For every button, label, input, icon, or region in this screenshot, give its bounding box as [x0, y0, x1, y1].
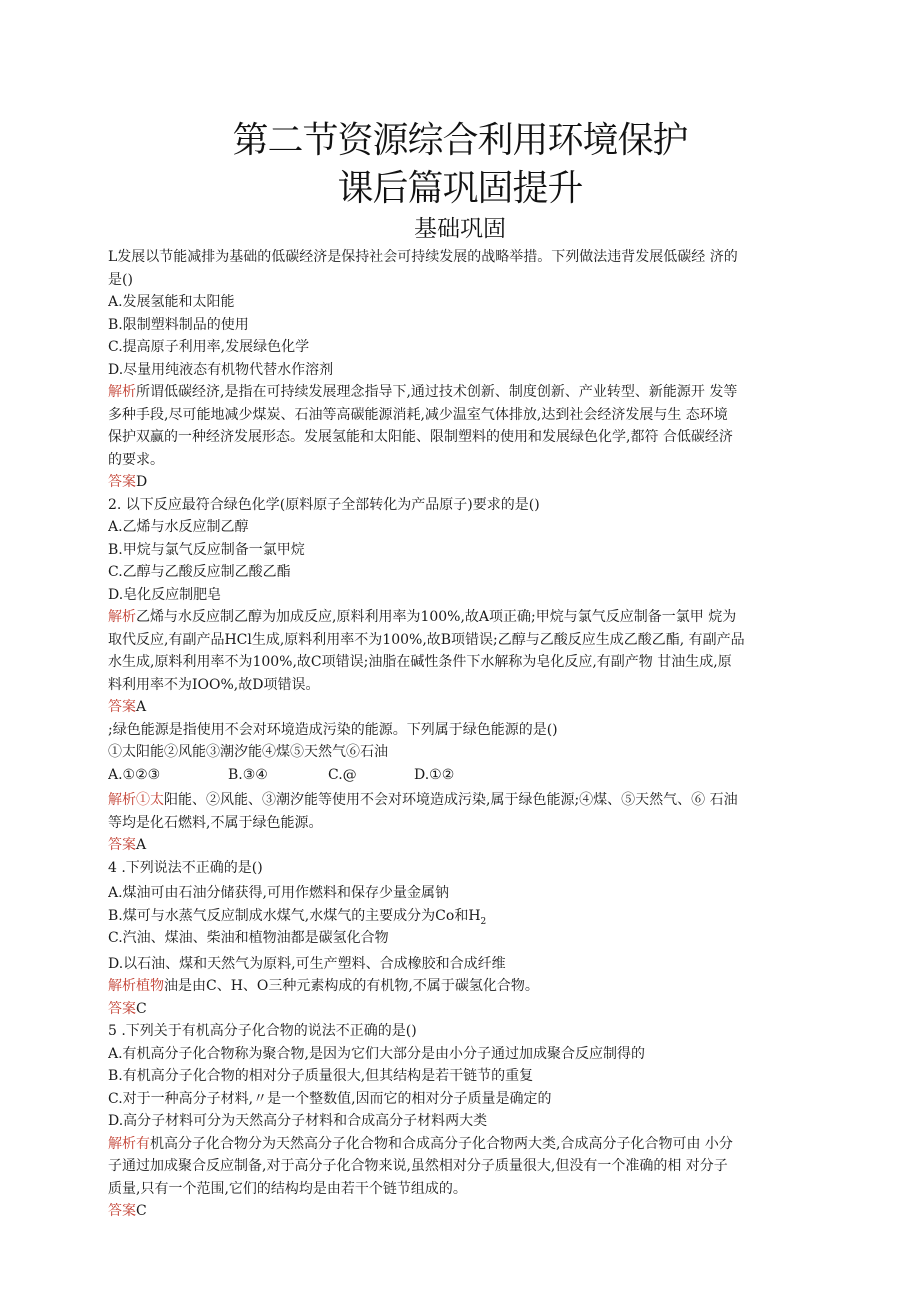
analysis-text: 水生成,原料利用率不为100%,故C项错误;油脂在碱性条件下水解称为皂化反应,有副产物 甘油生成,原 [108, 654, 732, 670]
question-3 [108, 719, 814, 857]
question-items: ①太阳能②风能③潮汐能④煤⑤天然气⑥石油 [108, 744, 388, 760]
question-stem: 4 .下列说法不正确的是() [108, 859, 263, 876]
answer-value: C [136, 1203, 147, 1219]
question-stem: 是() [108, 271, 133, 288]
analysis-label: 解析有 [108, 1135, 150, 1152]
answer-value: A [136, 837, 147, 853]
question-list [108, 246, 814, 1223]
analysis-label: 解析 [108, 384, 136, 400]
analysis: 解析有机高分子化合物分为天然高分子化合物和合成高分子化合物两大类,合成高分子化合物可由 小分 [108, 1135, 733, 1152]
option-c: C.对于一种高分子材料,〃是一个整数值,因而它的相对分子质量是确定的 [108, 1090, 552, 1107]
analysis-text: 的要求。 [108, 451, 164, 468]
option-c: C.@ [328, 766, 357, 783]
option-d: D.皂化反应制肥皂 [108, 586, 222, 603]
answer-value: A [136, 699, 147, 715]
option-a: A.发展氢能和太阳能 [108, 294, 235, 310]
analysis-label: 解析①太 [108, 792, 164, 808]
answer [108, 834, 814, 857]
option-b: B.煤可与水蒸气反应制成水煤气,水煤气的主要成分为Co和$H_2$ [108, 907, 487, 927]
option-a: A.①②③ [108, 766, 161, 783]
option-d: D.以石油、煤和天然气为原料,可生产塑料、合成橡胶和合成纤维 [108, 955, 506, 972]
option-c: C.提高原子利用率,发展绿色化学 [108, 339, 310, 355]
option-b: B.限制塑料制品的使用 [108, 316, 249, 333]
question-2 [108, 494, 814, 719]
option-a: A.乙烯与水反应制乙醇 [108, 519, 249, 535]
analysis-text: 保护双赢的一种经济发展形态。发展氢能和太阳能、限制塑料的使用和发展绿色化学,都符 合低碳经济 [108, 429, 733, 445]
analysis-text: 质量,只有一个范围,它们的结构均是由若干个链节组成的。 [108, 1180, 467, 1197]
answer-label: 答案 [108, 837, 136, 853]
answer [108, 696, 814, 719]
analysis: 解析所谓低碳经济,是指在可持续发展理念指导下,通过技术创新、制度创新、产业转型、新能源开 发等 [108, 384, 738, 400]
question-stem: ;绿色能源是指使用不会对环境造成污染的能源。下列属于绿色能源的是() [108, 721, 558, 738]
answer-value: C [136, 1000, 147, 1017]
option-d: D.高分子材料可分为天然高分子材料和合成高分子材料两大类 [108, 1113, 488, 1129]
analysis: 解析乙烯与水反应制乙醇为加成反应,原料利用率为100%,故A项正确;甲烷与氯气反应制备一氯甲 烷为 [108, 609, 737, 625]
option-c: C.汽油、煤油、柴油和植物油都是碳氢化合物 [108, 930, 389, 946]
option-row [108, 764, 814, 787]
option-b: B.有机高分子化合物的相对分子质量很大,但其结构是若干链节的重复 [108, 1068, 534, 1084]
analysis-text: 取代反应,有副产品HCl生成,原料利用率不为100%,故B项错误;乙醇与乙酸反应生成乙酸乙酯, 有副产品 [108, 631, 745, 648]
page-title: 第二节资源综合利用环境保护 [232, 120, 688, 161]
question-4 [108, 857, 814, 1021]
analysis-text: 子通过加成聚合反应制备,对于高分子化合物来说,虽然相对分子质量很大,但没有一个准确的相 对分子 [108, 1158, 728, 1174]
question-1 [108, 246, 814, 494]
analysis-label: 解析 [108, 609, 136, 625]
option-d: D.①② [414, 766, 455, 783]
option-c: C.乙醇与乙酸反应制乙酸乙酯 [108, 564, 291, 580]
answer-label: 答案 [108, 1000, 136, 1017]
analysis-text: 等均是化石燃料,不属于绿色能源。 [108, 814, 323, 831]
analysis-text: 多种手段,尽可能地减少煤炭、石油等高碳能源消耗,减少温室气体排放,达到社会经济发展与生 态环境 [108, 406, 728, 423]
analysis: 解析植物油是由C、H、O三种元素构成的有机物,不属于碳氢化合物。 [108, 978, 539, 994]
question-5 [108, 1020, 814, 1223]
answer-label: 答案 [108, 474, 136, 490]
option-a: A.有机高分子化合物称为聚合物,是因为它们大部分是由小分子通过加成聚合反应制得的 [108, 1045, 646, 1062]
answer-label: 答案 [108, 699, 136, 715]
option-b: B.③④ [228, 766, 268, 783]
option-a: A.煤油可由石油分储获得,可用作燃料和保存少量金属钠 [108, 885, 450, 901]
answer-label: 答案 [108, 1203, 136, 1219]
analysis-text: 料利用率不为IOO%,故D项错误。 [108, 676, 320, 693]
option-d: D.尽量用纯液态有机物代替水作溶剂 [108, 361, 334, 378]
option-b: B.甲烷与氯气反应制备一氯甲烷 [108, 541, 305, 558]
answer-value: D [136, 474, 148, 490]
analysis: 解析①太阳能、②风能、③潮汐能等使用不会对环境造成污染,属于绿色能源;④煤、⑤天然气、⑥ 石油 [108, 792, 738, 808]
question-stem: L发展以节能减排为基础的低碳经济是保持社会可持续发展的战略举措。下列做法违背发展低碳经 济的 [108, 249, 738, 265]
section-heading: 基础巩固 [414, 216, 506, 242]
question-stem: 5 .下列关于有机高分子化合物的说法不正确的是() [108, 1023, 417, 1039]
page-subtitle: 课后篇巩固提升 [337, 168, 583, 209]
answer [108, 471, 814, 494]
answer [108, 998, 814, 1021]
analysis-label: 解析植物 [108, 978, 164, 994]
question-stem: 2. 以下反应最符合绿色化学(原料原子全部转化为产品原子)要求的是() [108, 496, 540, 513]
answer [108, 1200, 814, 1223]
